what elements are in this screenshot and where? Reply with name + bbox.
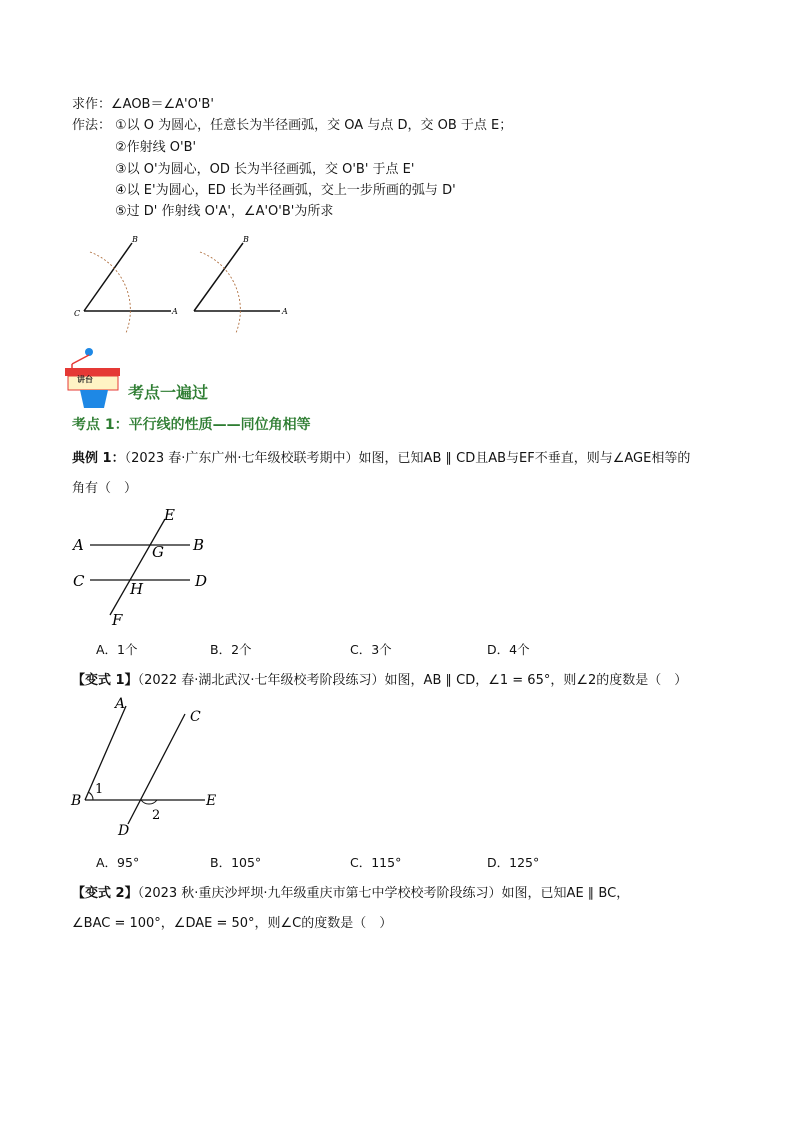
variant2-question [72,885,629,903]
label-d: D [195,572,208,590]
construction-step-1: ①以 O 为圆心，任意长为半径画弧，交 OA 与点 D，交 OB 于点 E； [115,118,513,133]
option-a[interactable]: A．1个 [96,642,138,657]
construction-step-2: ②作射线 O'B' [115,140,197,155]
option-c[interactable]: C．115° [350,855,402,870]
label-a: A [115,696,126,712]
variant1-figure [68,694,228,844]
label-c: C [74,309,81,318]
example1-text: （2023 春·广东广州·七年级校联考期中）如图，已知AB ∥ CD且AB与EF不垂直，则与∠AGE相等的 [124,451,691,466]
compass-arc [90,252,130,333]
variant1-options [0,853,794,873]
label-c: C [73,572,85,590]
variant2-text-cont: ∠BAC = 100°，∠DAE = 50°，则∠C的度数是（ ） [72,916,393,931]
label-h: H [130,580,144,598]
example1-label: 典例 1： [72,451,125,466]
label-b: B [71,793,82,809]
label-b: B [193,536,205,554]
variant1-question [72,672,687,690]
original-angle [74,235,178,333]
label-f: F [112,611,123,629]
label-angle-2: 2 [152,808,161,823]
variant2-text: （2023 秋·重庆沙坪坝·九年级重庆市第七中学校校考阶段练习）如图，已知AE ∥ BC， [137,886,630,901]
topic-title: 考点 1：平行线的性质——同位角相等 [72,417,311,433]
label-a: A [73,536,84,554]
label-e: E [164,506,175,524]
construction-goal: 求作：∠AOB＝∠A'O'B' [72,97,214,112]
option-d[interactable]: D．4个 [487,642,530,657]
option-c[interactable]: C．3个 [350,642,392,657]
variant1-text: （2022 春·湖北武汉·七年级校考阶段练习）如图，AB ∥ CD，∠1 = 65°，则∠2的度数是（ ） [137,673,688,688]
label-e: E [206,793,217,809]
example1-figure [68,505,218,630]
construction-step-3: ③以 O'为圆心，OD 长为半径画弧，交 O'B' 于点 E' [115,162,415,177]
label-b: B [132,235,138,244]
copied-angle [194,235,288,333]
label-a: A [172,307,178,316]
example1-options [0,640,794,660]
label-d: D [118,823,130,839]
label-angle-1: 1 [95,782,104,797]
construction-method-label: 作法： [72,118,112,133]
example1-question [72,450,690,468]
option-a[interactable]: A．95° [96,855,140,870]
option-b[interactable]: B．2个 [210,642,252,657]
angle-1-arc [88,792,93,800]
construction-step-5: ⑤过 D' 作射线 O'A'，∠A'O'B'为所求 [115,204,334,219]
variant2-label: 【变式 2】 [72,886,138,901]
option-d[interactable]: D．125° [487,855,540,870]
construction-figure [68,230,308,340]
banner-title: 考点一遍过 [128,383,209,402]
label-c: C [190,709,201,725]
lectern-icon [62,346,128,412]
construction-step-4: ④以 E'为圆心，ED 长为半径画弧，交上一步所画的弧与 D' [115,183,456,198]
variant1-label: 【变式 1】 [72,673,138,688]
option-b[interactable]: B．105° [210,855,262,870]
label-g: G [152,543,164,561]
label-a-prime: A [282,307,288,316]
example1-text-cont: 角有（ ） [72,481,138,496]
compass-arc [200,252,240,333]
banner-badge: 讲台 [77,375,93,384]
label-b-prime: B [243,235,249,244]
